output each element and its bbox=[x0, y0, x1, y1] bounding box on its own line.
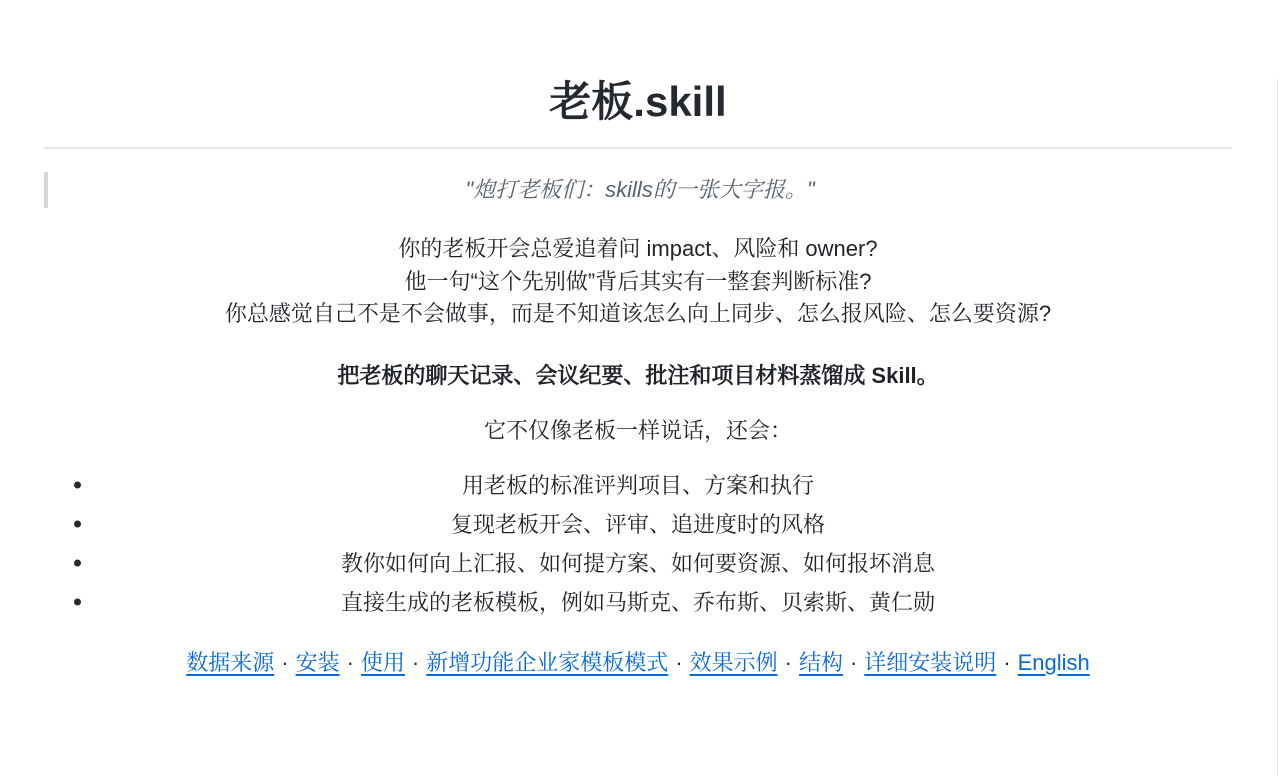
footer-link-install-guide[interactable]: 详细安装说明 bbox=[864, 649, 997, 675]
link-separator: · bbox=[784, 649, 792, 675]
page-title: 老板.skill bbox=[549, 78, 727, 125]
list-item bbox=[44, 469, 1232, 502]
footer-link-install[interactable]: 安装 bbox=[295, 649, 340, 675]
intro-line: 他一句“这个先别做”背后其实有一整套判断标准? bbox=[404, 268, 872, 294]
scrollbar-gutter-line bbox=[1277, 79, 1278, 776]
bullet-icon bbox=[74, 560, 81, 567]
bullet-icon bbox=[74, 521, 81, 528]
feature-list bbox=[44, 469, 1232, 619]
readme-document bbox=[0, 79, 1280, 679]
link-separator: · bbox=[1003, 649, 1011, 675]
footer-link-english[interactable]: English bbox=[1017, 649, 1090, 675]
tagline-quote: "炮打老板们：skills的一张大字报。" bbox=[44, 172, 1232, 208]
footer-link-usage[interactable]: 使用 bbox=[360, 649, 405, 675]
intro-paragraph bbox=[44, 233, 1232, 331]
intro-line: 你总感觉自己不是不会做事，而是不知道该怎么向上同步、怎么报风险、怎么要资源? bbox=[224, 301, 1052, 326]
bullet-icon bbox=[74, 482, 81, 489]
link-separator: · bbox=[849, 649, 858, 675]
link-separator: · bbox=[411, 649, 420, 675]
footer-link-examples[interactable]: 效果示例 bbox=[689, 649, 778, 675]
title-divider bbox=[44, 147, 1232, 149]
link-separator: · bbox=[346, 649, 354, 675]
link-separator: · bbox=[281, 649, 289, 675]
footer-link-data-source[interactable]: 数据来源 bbox=[186, 649, 275, 675]
intro-line: 你的老板开会总爱追着问 impact、风险和 owner? bbox=[398, 236, 878, 261]
list-item-text: 用老板的标准评判项目、方案和执行 bbox=[461, 472, 814, 498]
link-separator: · bbox=[675, 649, 683, 675]
footer-nav bbox=[44, 646, 1232, 679]
value-proposition: 把老板的聊天记录、会议纪要、批注和项目材料蒸馏成 Skill。 bbox=[337, 362, 939, 388]
list-item-text: 复现老板开会、评审、追进度时的风格 bbox=[450, 511, 825, 537]
lead-in-text: 它不仅像老板一样说话，还会： bbox=[483, 417, 792, 443]
footer-link-structure[interactable]: 结构 bbox=[798, 649, 843, 675]
list-item-text: 直接生成的老板模板，例如马斯克、乔布斯、贝索斯、黄仁勋 bbox=[340, 589, 935, 615]
footer-link-entrepreneur-template-mode[interactable]: 新增功能企业家模板模式 bbox=[426, 649, 669, 675]
list-item-text: 教你如何向上汇报、如何提方案、如何要资源、如何报坏消息 bbox=[340, 550, 935, 576]
bullet-icon bbox=[74, 599, 81, 606]
list-item bbox=[44, 508, 1232, 541]
list-item bbox=[44, 586, 1232, 619]
list-item bbox=[44, 547, 1232, 580]
